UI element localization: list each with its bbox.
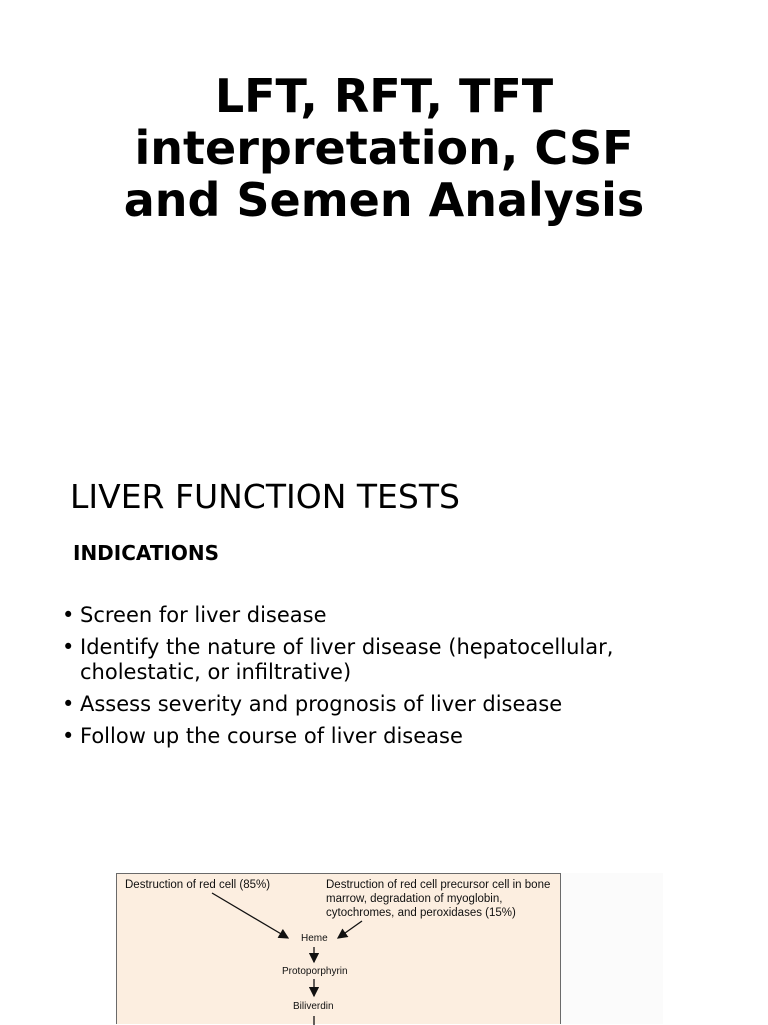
list-item-text: Screen for liver disease (80, 603, 327, 627)
list-item (62, 724, 702, 749)
figure-right-label: Destruction of red cell precursor cell in bone marrow, degradation of myoglobin, cytochromes, and peroxidases (15%) (326, 879, 551, 919)
title-slide (0, 0, 768, 450)
figure-step-protoporphyrin: Protoporphyrin (282, 966, 348, 977)
list-item (62, 603, 702, 628)
slide-title (0, 70, 768, 226)
bullet-icon: • (62, 692, 75, 716)
section-subheading: INDICATIONS (73, 541, 220, 565)
list-item (62, 635, 702, 685)
title-line: LFT, RFT, TFT (214, 69, 554, 123)
list-item-text: Follow up the course of liver disease (80, 724, 463, 748)
bullet-icon: • (62, 724, 75, 748)
figure-step-biliverdin: Biliverdin (293, 1001, 334, 1012)
list-item-text: Identify the nature of liver disease (hepatocellular, cholestatic, or infiltrative) (80, 635, 614, 684)
figure-shadow (561, 873, 663, 1024)
bullet-icon: • (62, 635, 75, 659)
arrow-precursor-to-heme (338, 921, 362, 938)
list-item (62, 692, 702, 717)
bullet-icon: • (62, 603, 75, 627)
arrow-red-cell-to-heme (212, 893, 288, 938)
figure-left-label: Destruction of red cell (85%) (125, 879, 271, 891)
indications-list (62, 603, 702, 756)
heme-pathway-figure (116, 873, 561, 1024)
figure-step-heme: Heme (301, 933, 328, 944)
title-line: interpretation, CSF (134, 121, 634, 175)
title-line: and Semen Analysis (123, 173, 645, 227)
list-item-text: Assess severity and prognosis of liver disease (80, 692, 563, 716)
content-slide (0, 450, 768, 1024)
slide-heading: LIVER FUNCTION TESTS (70, 477, 460, 516)
